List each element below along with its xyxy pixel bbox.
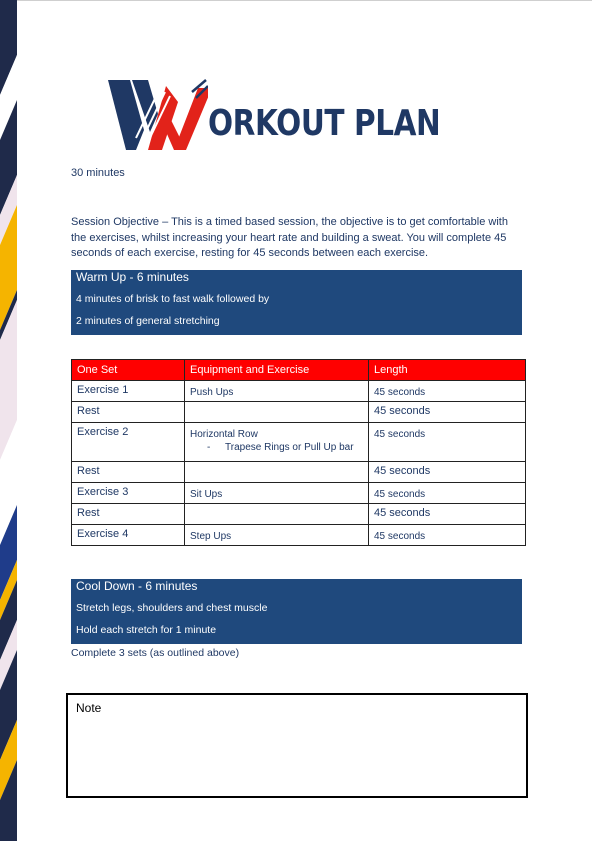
exercise-cell — [185, 423, 369, 462]
set-label: Rest — [72, 504, 185, 525]
length-cell: 45 seconds — [369, 423, 526, 462]
set-label: Exercise 3 — [72, 483, 185, 504]
cool-down-line-2: Hold each stretch for 1 minute — [76, 624, 217, 636]
exercise-set-table — [71, 359, 526, 546]
exercise-cell: Push Ups — [185, 381, 369, 402]
header-length: Length — [369, 360, 526, 381]
session-objective: Session Objective – This is a timed based session, the objective is to get comfortable with the exercises, whilst increasing your heart rate and building a sweat. You will complete 45 seconds of each exercise, resting for 45 seconds between each exercise. — [71, 216, 508, 259]
set-label: Exercise 4 — [72, 525, 185, 546]
length-cell: 45 seconds — [369, 381, 526, 402]
table-row — [72, 402, 526, 423]
warm-up-heading: Warm Up - 6 minutes — [76, 270, 189, 284]
table-row — [72, 423, 526, 462]
warm-up-box — [71, 270, 522, 335]
table-row — [72, 525, 526, 546]
set-label: Exercise 2 — [72, 423, 185, 462]
set-label: Exercise 1 — [72, 381, 185, 402]
page-title: ORKOUT PLAN — [208, 103, 441, 144]
cool-down-line-1: Stretch legs, shoulders and chest muscle — [76, 602, 268, 614]
cool-down-heading: Cool Down - 6 minutes — [76, 579, 198, 593]
length-cell: 45 seconds — [369, 402, 526, 423]
table-row — [72, 462, 526, 483]
note-box[interactable] — [66, 693, 528, 798]
length-cell: 45 seconds — [369, 525, 526, 546]
set-label: Rest — [72, 462, 185, 483]
table-row — [72, 381, 526, 402]
set-label: Rest — [72, 402, 185, 423]
table-row — [72, 504, 526, 525]
page-top-border — [0, 0, 592, 1]
length-cell: 45 seconds — [369, 504, 526, 525]
exercise-cell — [185, 462, 369, 483]
exercise-cell — [185, 504, 369, 525]
exercise-cell: Sit Ups — [185, 483, 369, 504]
note-label: Note — [76, 701, 102, 715]
table-row — [72, 483, 526, 504]
warm-up-line-1: 4 minutes of brisk to fast walk followed by — [76, 293, 270, 305]
table-header-row — [72, 360, 526, 381]
session-duration: 30 minutes — [71, 167, 125, 179]
header-equipment-exercise: Equipment and Exercise — [185, 360, 369, 381]
warm-up-line-2: 2 minutes of general stretching — [76, 315, 220, 327]
exercise-name: Horizontal Row — [190, 429, 258, 440]
exercise-sub-item — [190, 442, 368, 453]
exercise-cell — [185, 402, 369, 423]
complete-sets-note: Complete 3 sets (as outlined above) — [71, 647, 240, 659]
decorative-side-stripes — [0, 0, 17, 841]
sub-item-bullet: - — [207, 442, 211, 453]
cool-down-box — [71, 579, 522, 644]
header-one-set: One Set — [72, 360, 185, 381]
length-cell: 45 seconds — [369, 483, 526, 504]
length-cell: 45 seconds — [369, 462, 526, 483]
sub-item-text: Trapese Rings or Pull Up bar — [225, 442, 354, 453]
w-logo-mark — [108, 78, 208, 153]
exercise-cell: Step Ups — [185, 525, 369, 546]
